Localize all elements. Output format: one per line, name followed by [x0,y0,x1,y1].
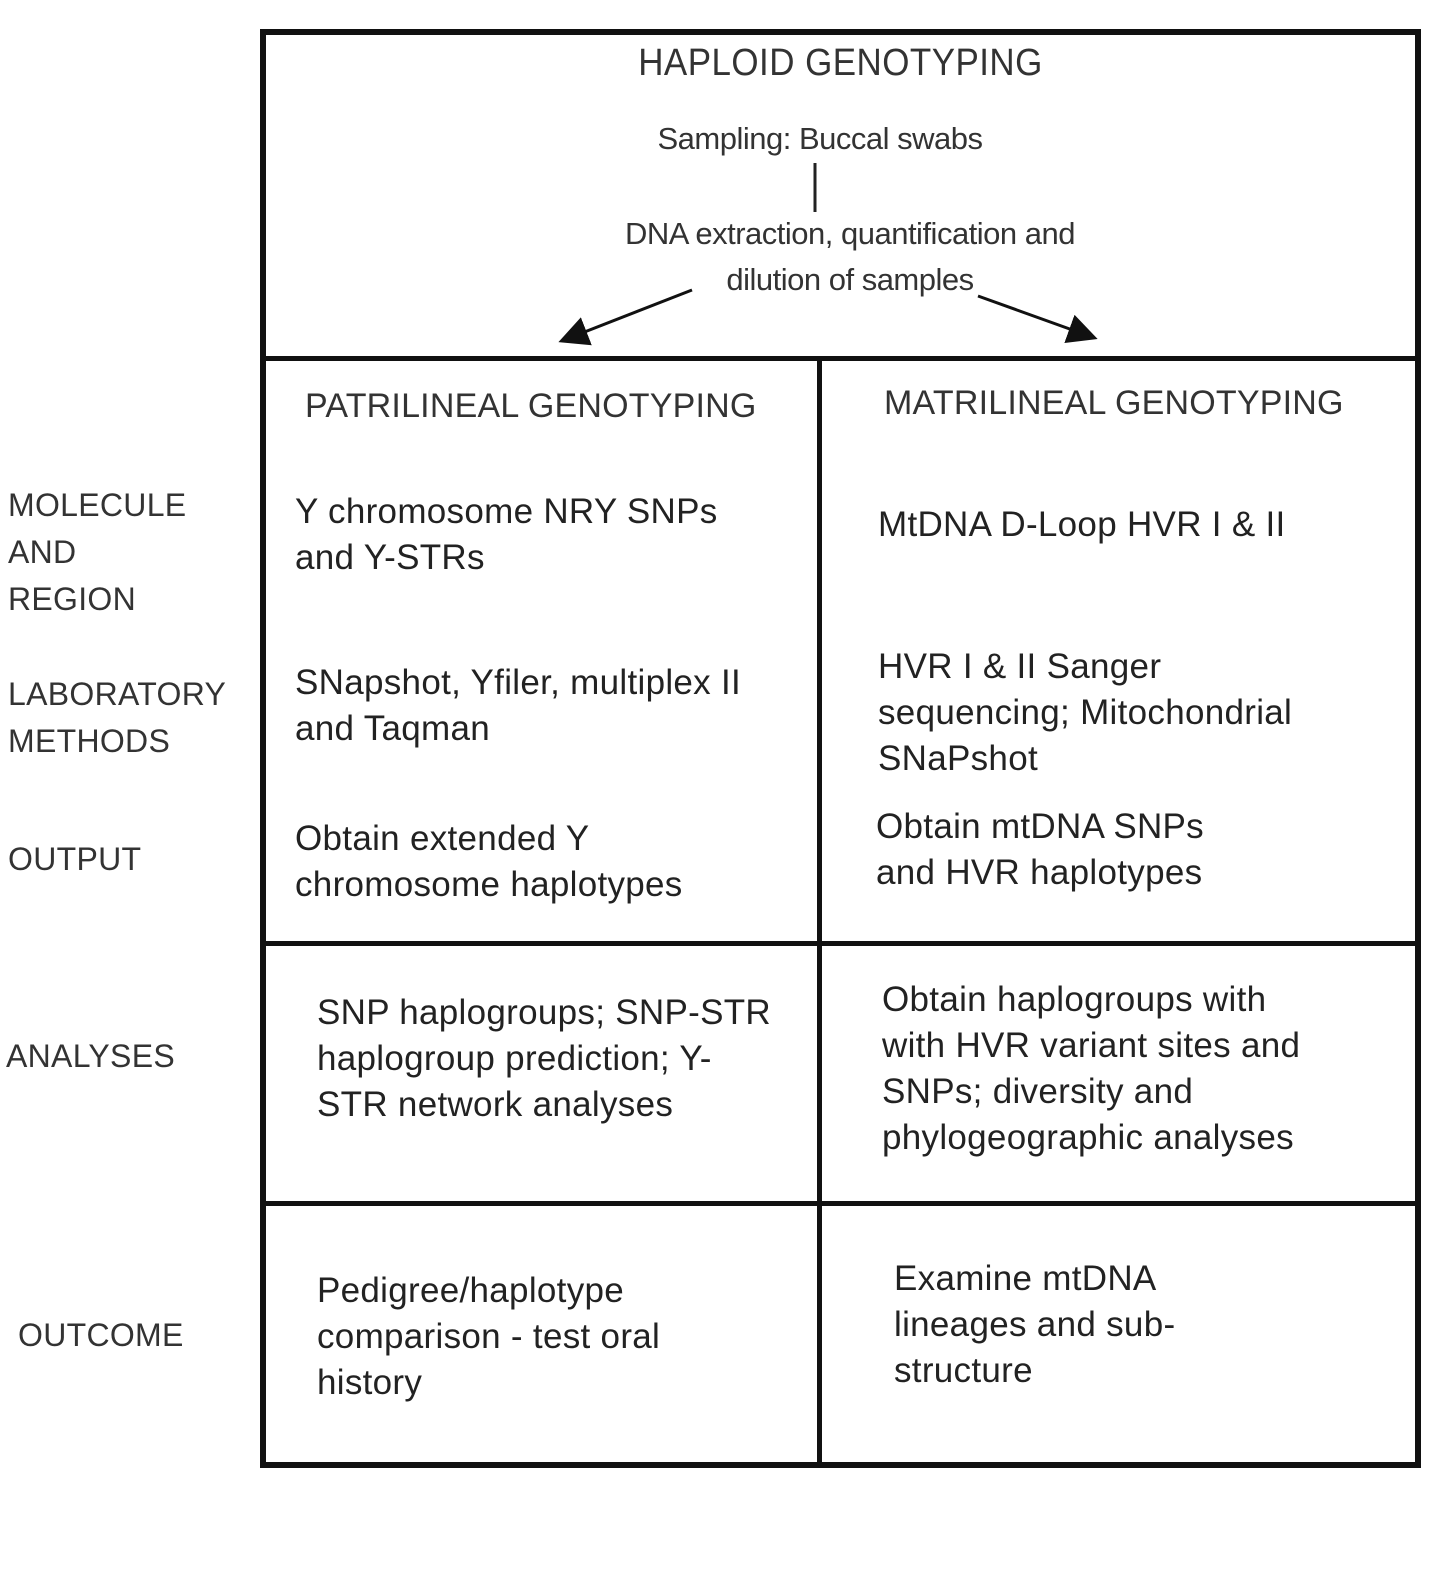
row-label-laboratory: LABORATORY METHODS [8,676,227,759]
patrilineal-analyses: SNP haplogroups; SNP-STR haplogroup prediction; Y- STR network analyses [317,993,771,1124]
patrilineal-output: Obtain extended Y chromosome haplotypes [295,819,683,904]
patrilineal-outcome: Pedigree/haplotype comparison - test oral history [317,1271,661,1402]
sampling-step: Sampling: Buccal swabs [657,121,983,156]
matrilineal-analyses: Obtain haplogroups with with HVR variant sites and SNPs; diversity and phylogeographic analyses [882,980,1301,1157]
row-label-output: OUTPUT [8,841,142,877]
output-analyses-divider [260,941,1421,946]
column-divider [817,360,822,1468]
matrilineal-output: Obtain mtDNA SNPs and HVR haplotypes [876,807,1204,892]
matrilineal-laboratory: HVR I & II Sanger sequencing; Mitochondrial SNaPshot [878,647,1293,778]
matrilineal-molecule: MtDNA D-Loop HVR I & II [878,505,1286,544]
analyses-outcome-divider [260,1201,1421,1206]
matrilineal-outcome: Examine mtDNA lineages and sub- structure [894,1259,1176,1390]
matrilineal-heading: MATRILINEAL GENOTYPING [884,384,1344,422]
diagram-title: HAPLOID GENOTYPING [638,42,1043,84]
row-label-analyses: ANALYSES [6,1038,175,1074]
patrilineal-laboratory: SNapshot, Yfiler, multiplex II and Taqman [295,663,742,748]
row-label-molecule: MOLECULE AND REGION [8,487,187,617]
row-label-outcome: OUTCOME [18,1317,184,1353]
patrilineal-heading: PATRILINEAL GENOTYPING [305,387,757,425]
patrilineal-molecule: Y chromosome NRY SNPs and Y-STRs [295,492,718,577]
header-divider [260,356,1421,361]
extraction-step: DNA extraction, quantification and dilution of samples [625,216,1075,297]
